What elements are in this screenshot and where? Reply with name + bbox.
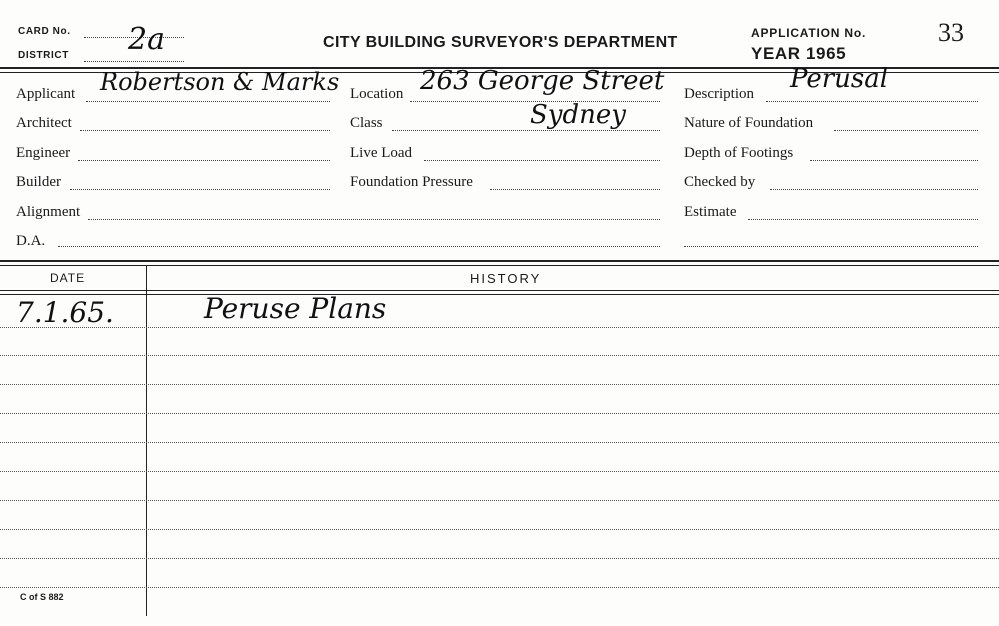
live-load-label: Live Load xyxy=(350,145,413,161)
applicant-dots xyxy=(86,101,330,102)
class-dots xyxy=(392,130,660,131)
architect-dots xyxy=(80,130,330,131)
description-value: Perusal xyxy=(790,64,889,94)
estimate-label: Estimate xyxy=(684,204,737,220)
checked-by-label: Checked by xyxy=(684,174,756,190)
alignment-dots xyxy=(88,219,660,220)
history-rule-top2 xyxy=(0,265,999,266)
depth-of-footings-label: Depth of Footings xyxy=(684,145,794,161)
foundation-pressure-dots xyxy=(490,189,660,190)
card-no-label: CARD No. xyxy=(18,26,71,37)
location-label: Location xyxy=(350,86,404,102)
history-rule-top xyxy=(0,260,999,262)
district-dots xyxy=(84,61,184,62)
history-line xyxy=(0,529,999,530)
department-title: CITY BUILDING SURVEYOR'S DEPARTMENT xyxy=(323,34,678,51)
depth-of-footings-dots xyxy=(810,160,978,161)
history-line xyxy=(0,327,999,328)
builder-dots xyxy=(70,189,330,190)
application-label: APPLICATION No. xyxy=(751,26,867,40)
card-district-value: 2a xyxy=(128,22,165,57)
foundation-pressure-label: Foundation Pressure xyxy=(350,174,473,190)
engineer-label: Engineer xyxy=(16,145,71,161)
architect-label: Architect xyxy=(16,115,72,131)
class-label: Class xyxy=(350,115,383,131)
history-line xyxy=(0,413,999,414)
live-load-dots xyxy=(424,160,660,161)
applicant-value: Robertson & Marks xyxy=(100,68,340,96)
form-code: C of S 882 xyxy=(20,592,64,602)
district-label: DISTRICT xyxy=(18,50,69,61)
applicant-label: Applicant xyxy=(16,86,76,102)
checked-by-dots xyxy=(770,189,978,190)
history-entry-value: Peruse Plans xyxy=(204,292,387,325)
history-line xyxy=(0,355,999,356)
location-line2: Sydney xyxy=(530,100,626,130)
engineer-dots xyxy=(78,160,330,161)
date-column-divider xyxy=(146,266,147,616)
nature-of-foundation-dots xyxy=(834,130,978,131)
history-line xyxy=(0,500,999,501)
history-header: HISTORY xyxy=(470,271,542,286)
estimate-dots xyxy=(748,219,978,220)
description-dots xyxy=(766,101,978,102)
col3-extra-dots xyxy=(684,246,978,247)
da-dots xyxy=(58,246,660,247)
year-label: YEAR 1965 xyxy=(751,44,847,63)
application-number: 33 xyxy=(938,18,964,47)
history-line xyxy=(0,442,999,443)
history-line xyxy=(0,587,999,588)
history-header-rule xyxy=(0,290,999,291)
history-line xyxy=(0,471,999,472)
history-header-rule2 xyxy=(0,294,999,295)
alignment-label: Alignment xyxy=(16,204,81,220)
history-line xyxy=(0,384,999,385)
date-header: DATE xyxy=(50,271,86,285)
nature-of-foundation-label: Nature of Foundation xyxy=(684,115,814,131)
history-line xyxy=(0,558,999,559)
description-label: Description xyxy=(684,86,754,102)
location-line1: 263 George Street xyxy=(420,66,665,96)
da-label: D.A. xyxy=(16,233,46,249)
builder-label: Builder xyxy=(16,174,61,190)
history-date-value: 7.1.65. xyxy=(16,296,114,329)
